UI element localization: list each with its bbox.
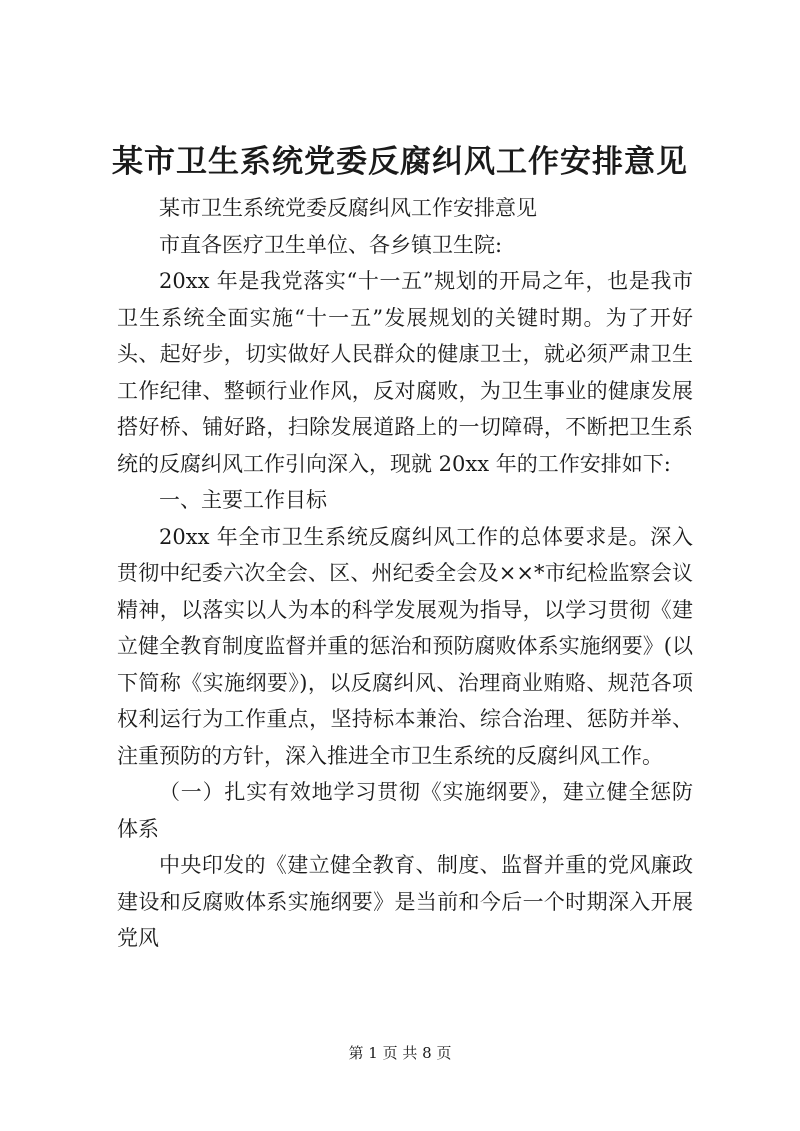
document-body	[117, 190, 693, 957]
addressee-paragraph: 市直各医疗卫生单位、各乡镇卫生院:	[159, 232, 503, 257]
document-title: 某市卫生系统党委反腐纠风工作安排意见	[112, 144, 688, 180]
section-heading: 一、主要工作目标	[159, 488, 327, 512]
section-paragraph: 20xx 年全市卫生系统反腐纠风工作的总体要求是。深入贯彻中纪委六次全会、区、州纪委全会及××*市纪检监察会议精神，以落实以人为本的科学发展观为指导，以学习贯彻《建立健全教育制度监督并重的惩治和预防腐败体系实施纲要》(以下简称《实施纲要》)，以反腐纠风、治理商业贿赂、规范各项权利运行为工作重点，坚持标本兼治、综合治理、惩防并举、注重预防的方针，深入推进全市卫生系统的反腐纠风工作。	[117, 524, 693, 768]
subsection-heading: （一）扎实有效地学习贯彻《实施纲要》，建立健全惩防体系	[117, 780, 693, 841]
subsection-paragraph: 中央印发的《建立健全教育、制度、监督并重的党风廉政建设和反腐败体系实施纲要》是当前和今后一个时期深入开展党风	[117, 853, 693, 950]
intro-paragraph: 20xx 年是我党落实“十一五”规划的开局之年，也是我市卫生系统全面实施“十一五”发展规划的关键时期。为了开好头、起好步，切实做好人民群众的健康卫士，就必须严肃卫生工作纪律、整顿行业作风，反对腐败，为卫生事业的健康发展搭好桥、铺好路，扫除发展道路上的一切障碍，不断把卫生系统的反腐纠风工作引向深入，现就 20xx 年的工作安排如下:	[117, 269, 693, 476]
subtitle-paragraph: 某市卫生系统党委反腐纠风工作安排意见	[159, 196, 537, 220]
page-footer: 第 1 页 共 8 页	[348, 1044, 452, 1062]
